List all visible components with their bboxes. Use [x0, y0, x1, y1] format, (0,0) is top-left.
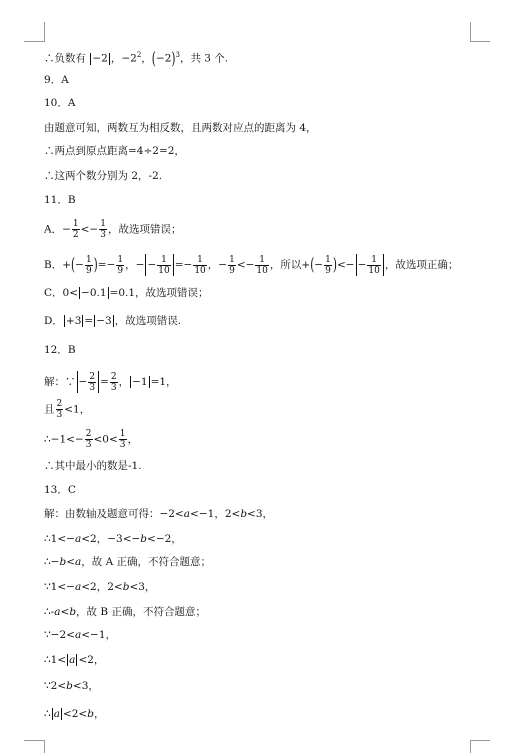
text-run: − [78, 376, 88, 388]
crop-mark-top-left-h [24, 41, 44, 42]
text-line [44, 73, 69, 87]
math-variable: b [240, 508, 248, 520]
fraction-numerator: 2 [85, 429, 92, 439]
text-run: ，故选项正确； [384, 259, 459, 271]
math-variable: a [74, 629, 82, 641]
text-run: =1， [150, 376, 177, 388]
fraction-numerator: 1 [229, 254, 235, 265]
absolute-value-bar [173, 254, 174, 276]
text-run: B．+ [44, 259, 72, 271]
text-line [44, 580, 155, 594]
absolute-value-bar [61, 708, 62, 720]
text-run: C．0< [44, 287, 79, 299]
fraction-denominator: 10 [158, 265, 170, 276]
text-run: −0.1 [81, 287, 107, 299]
fraction-denominator: 2 [72, 230, 79, 240]
absolute-value-bar [52, 708, 53, 720]
text-line [44, 399, 90, 420]
absolute-value-bar [149, 376, 150, 388]
fraction-denominator: 10 [194, 265, 206, 276]
text-run: − [147, 259, 157, 271]
text-run: 9．A [44, 74, 69, 86]
fraction-numerator: 1 [157, 255, 170, 266]
text-run: <1， [64, 403, 91, 416]
fraction [193, 255, 206, 276]
fraction [88, 372, 96, 393]
math-variable: a [53, 708, 60, 720]
math-variable: a [74, 581, 82, 593]
text-run: <0< [93, 433, 118, 446]
fraction [110, 372, 118, 393]
text-run: <2，−3<− [81, 533, 141, 545]
math-variable: b [87, 708, 94, 720]
fraction [157, 255, 170, 276]
text-run: − [75, 259, 84, 271]
absolute-value-bar [108, 287, 109, 299]
text-run: <3， [129, 581, 156, 593]
crop-mark-bottom-right-v [470, 740, 471, 753]
text-line [44, 254, 458, 276]
text-run: ，− [207, 259, 228, 271]
text-run: ∴- [44, 606, 55, 618]
crop-mark-bottom-left-v [44, 740, 45, 753]
fraction-denominator: 3 [56, 410, 63, 420]
text-run: ∵−2< [44, 629, 75, 641]
math-variable: a [69, 654, 76, 666]
fraction-denominator: 9 [229, 265, 235, 276]
math-variable: a [183, 508, 191, 520]
fraction-denominator: 9 [85, 265, 92, 276]
text-run: D． [44, 315, 63, 327]
math-variable: b [59, 556, 67, 568]
crop-mark-top-left-v [44, 22, 45, 42]
text-run: ∴−1<− [44, 433, 84, 446]
text-run: ，故 B 正确，不符合题意； [76, 606, 206, 618]
math-variable: a [54, 606, 61, 618]
text-run: ，共 3 个. [179, 52, 229, 65]
left-paren: ( [310, 255, 315, 275]
text-line [44, 653, 104, 667]
text-run: ，故 A 正确，不符合题意； [81, 556, 212, 568]
right-paren: ) [332, 255, 337, 275]
text-line [44, 532, 182, 546]
math-variable: b [69, 606, 77, 618]
absolute-value-bar [383, 254, 384, 276]
right-paren: ) [93, 255, 98, 275]
text-run: ∴两点到原点距离=4÷2=2， [44, 145, 185, 157]
fraction-denominator: 3 [100, 230, 106, 240]
text-run: ∴− [44, 556, 60, 568]
math-variable: b [66, 680, 73, 692]
text-line [44, 628, 116, 642]
text-line [44, 429, 138, 450]
fraction-denominator: 3 [119, 440, 126, 450]
text-run: =0.1，故选项错误； [109, 287, 209, 299]
text-run: 解：由数轴及题意可得：−2< [44, 508, 184, 520]
fraction-numerator: 1 [255, 255, 268, 266]
absolute-value-bar [130, 376, 131, 388]
text-run: ∵2< [44, 680, 67, 692]
fraction-denominator: 9 [117, 265, 124, 276]
text-run: 13．C [44, 484, 76, 496]
superscript: 2 [136, 51, 142, 59]
fraction [116, 255, 124, 276]
fraction [85, 255, 93, 276]
fraction [367, 255, 380, 276]
text-run: 10．A [44, 97, 76, 109]
text-run: ，所以+ [269, 259, 311, 271]
text-run: ∴1< [44, 654, 67, 666]
text-run: ，−2 [110, 52, 137, 65]
math-variable: a [75, 556, 82, 568]
text-run: ∴这两个数分别为 2，-2. [44, 170, 163, 182]
text-run: <2< [62, 708, 88, 720]
text-line [44, 343, 76, 357]
text-run: ∴ [44, 708, 51, 720]
superscript: 3 [175, 51, 180, 59]
text-run: <3， [247, 508, 274, 520]
right-paren: ) [171, 48, 176, 69]
text-run: =− [174, 259, 193, 271]
text-line [44, 459, 142, 473]
text-line [44, 121, 317, 135]
text-run: = [100, 376, 109, 388]
text-run: A．− [44, 223, 71, 236]
text-line [44, 679, 99, 693]
text-run: ，故选项错误. [114, 315, 182, 327]
text-run: 11．B [44, 194, 76, 206]
text-line [44, 169, 162, 183]
fraction [255, 255, 268, 276]
text-run: ，故选项错误； [107, 223, 182, 236]
text-run: ， [93, 708, 105, 720]
fraction-numerator: 2 [56, 399, 63, 409]
text-run: ，− [125, 259, 145, 271]
text-line [44, 219, 181, 240]
left-paren: ( [151, 48, 156, 69]
fraction-denominator: 10 [256, 265, 268, 276]
fraction-numerator: 1 [367, 255, 380, 266]
absolute-value-bar [64, 315, 65, 327]
text-line [44, 371, 177, 393]
text-run: ∴负数有 [44, 52, 90, 65]
text-run: < [60, 606, 70, 618]
text-run: <− [236, 259, 255, 271]
absolute-value-bar [113, 315, 114, 327]
text-run: 且 [44, 403, 55, 416]
fraction-denominator: 10 [368, 265, 380, 276]
left-paren: ( [71, 255, 76, 275]
absolute-value-bar [77, 371, 78, 393]
text-line [44, 707, 104, 721]
absolute-value-bar [79, 287, 80, 299]
fraction-denominator: 9 [325, 265, 331, 276]
crop-mark-bottom-right-h [470, 740, 490, 741]
absolute-value-bar [109, 53, 110, 65]
absolute-value-bar [356, 254, 357, 276]
fraction-numerator: 1 [117, 254, 124, 265]
fraction-numerator: 1 [100, 219, 106, 229]
math-variable: b [140, 533, 148, 545]
fraction [56, 399, 64, 420]
fraction [85, 429, 93, 450]
text-run: − [314, 259, 324, 271]
text-run: <−1，2< [190, 508, 241, 520]
crop-mark-top-right-v [470, 22, 471, 42]
text-line [44, 48, 229, 69]
crop-mark-top-right-h [470, 41, 490, 42]
text-run: ∵1<− [44, 581, 75, 593]
text-run: <3， [72, 680, 99, 692]
fraction [99, 219, 107, 240]
fraction-denominator: 3 [85, 440, 92, 450]
math-variable: b [122, 581, 130, 593]
fraction [324, 255, 332, 276]
fraction [72, 219, 80, 240]
text-run: <2， [78, 654, 105, 666]
text-line [44, 483, 76, 497]
text-run: =− [97, 259, 116, 271]
text-run: <− [336, 259, 355, 271]
text-line [44, 314, 181, 328]
fraction-numerator: 2 [110, 371, 117, 382]
text-run: ∴1<− [44, 533, 75, 545]
fraction-denominator: 3 [89, 382, 96, 393]
fraction [228, 255, 236, 276]
text-run: +3 [65, 315, 82, 327]
text-run: 解：∵ [44, 376, 76, 388]
text-run: <−1， [81, 629, 117, 641]
text-line [44, 555, 211, 569]
text-run: −1 [132, 376, 148, 388]
fraction [119, 429, 127, 450]
text-run: ， [141, 52, 152, 65]
text-run: <2，2< [81, 581, 123, 593]
fraction-numerator: 1 [119, 429, 126, 439]
fraction-numerator: 1 [193, 255, 206, 266]
text-run: −3 [96, 315, 112, 327]
absolute-value-bar [98, 371, 99, 393]
text-line [44, 144, 185, 158]
text-run: −2 [155, 52, 172, 65]
text-run: 12．B [44, 344, 76, 356]
fraction-numerator: 1 [85, 254, 92, 265]
text-run: −2 [92, 52, 108, 65]
fraction-numerator: 2 [89, 371, 96, 382]
text-line [44, 507, 273, 521]
text-run: − [357, 259, 367, 271]
text-line [44, 96, 75, 110]
fraction-denominator: 3 [110, 382, 117, 393]
text-run: = [84, 315, 94, 327]
text-line [44, 193, 76, 207]
math-variable: a [74, 533, 82, 545]
text-run: < [66, 556, 76, 568]
text-run: <− [80, 223, 99, 236]
text-line [44, 286, 209, 300]
text-run: ， [118, 376, 130, 388]
fraction-numerator: 1 [325, 254, 331, 265]
text-run: ∴其中最小的数是-1. [44, 460, 142, 472]
text-run: ， [127, 433, 139, 446]
fraction-numerator: 1 [72, 219, 79, 229]
text-line [44, 605, 206, 619]
crop-mark-bottom-left-h [24, 740, 44, 741]
text-run: <−2， [147, 533, 182, 545]
text-run: 由题意可知，两数互为相反数，且两数对应点的距离为 4， [44, 122, 317, 134]
